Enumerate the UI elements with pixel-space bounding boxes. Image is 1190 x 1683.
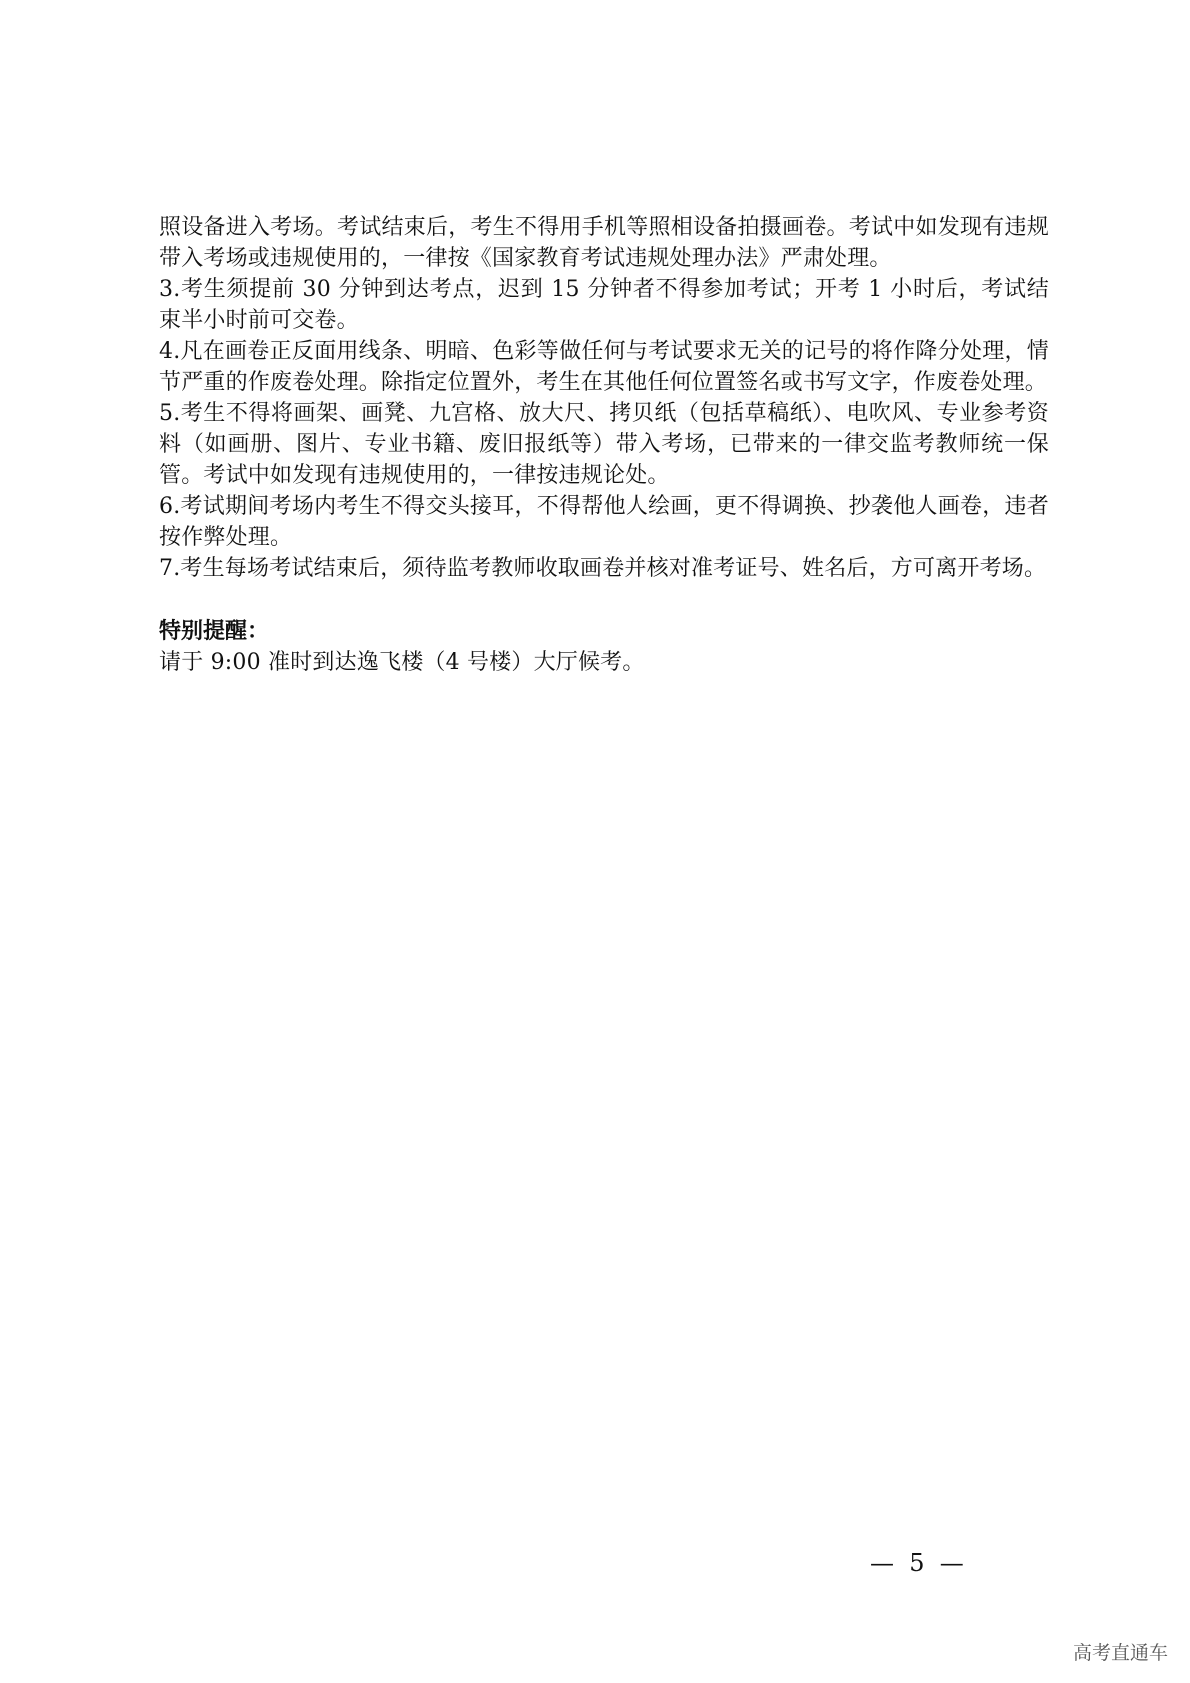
- special-reminder-text: 请于 9:00 准时到达逸飞楼（4 号楼）大厅候考。: [159, 650, 645, 675]
- rule-item-7: 7.考生每场考试结束后，须待监考教师收取画卷并核对准考证号、姓名后，方可离开考场。: [159, 556, 1047, 581]
- rule-item-6: 6.考试期间考场内考生不得交头接耳，不得帮他人绘画，更不得调换、抄袭他人画卷，违者按作弊处理。: [159, 494, 1049, 550]
- rule-item-4: 4.凡在画卷正反面用线条、明暗、色彩等做任何与考试要求无关的记号的将作降分处理，情节严重的作废卷处理。除指定位置外，考生在其他任何位置签名或书写文字，作废卷处理。: [159, 339, 1049, 395]
- page-number: — 5 —: [870, 1549, 964, 1577]
- rule-item-5: 5.考生不得将画架、画凳、九宫格、放大尺、拷贝纸（包括草稿纸）、电吹风、专业参考资料（如画册、图片、专业书籍、废旧报纸等）带入考场，已带来的一律交监考教师统一保管。考试中如发现有违规使用的，一律按违规论处。: [159, 401, 1049, 488]
- document-body: [159, 212, 1049, 678]
- special-reminder-heading: 特别提醒：: [159, 619, 270, 644]
- watermark-text: 高考直通车: [1072, 1642, 1168, 1664]
- rule-item-3: 3.考生须提前 30 分钟到达考点，迟到 15 分钟者不得参加考试；开考 1 小时后，考试结束半小时前可交卷。: [159, 277, 1049, 333]
- paragraph-continuation: 照设备进入考场。考试结束后，考生不得用手机等照相设备拍摄画卷。考试中如发现有违规带入考场或违规使用的，一律按《国家教育考试违规处理办法》严肃处理。: [159, 215, 1049, 271]
- section-spacer: [159, 584, 1049, 616]
